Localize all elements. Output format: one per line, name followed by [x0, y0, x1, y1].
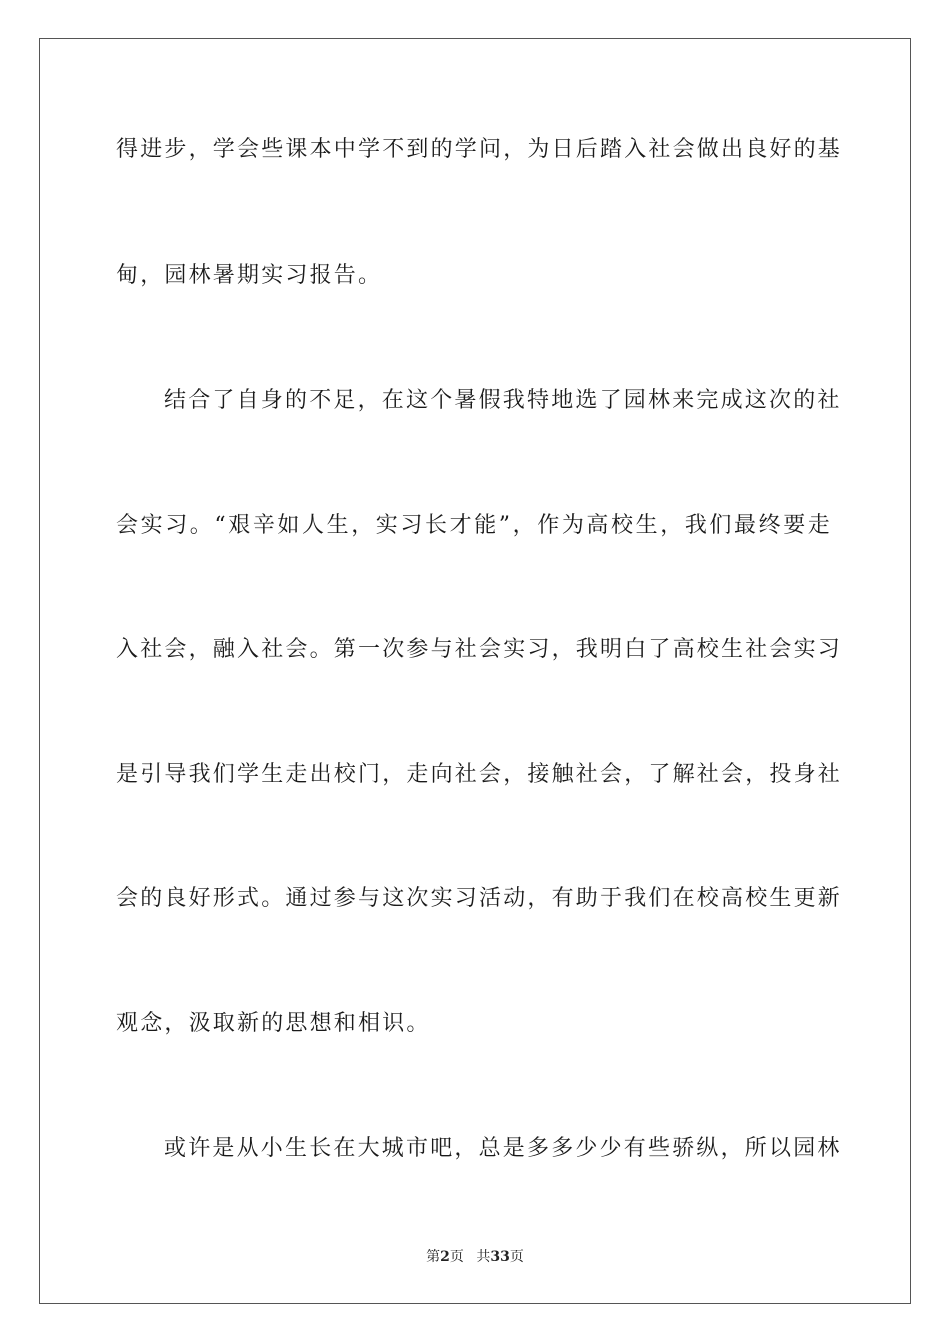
- text-line-9: 或许是从小生长在大城市吧，总是多多少少有些骄纵，所以园林: [164, 1136, 842, 1161]
- page-footer: [0, 1247, 950, 1267]
- total-pages-indicator: 共33页: [476, 1249, 524, 1265]
- text-line-6: 是引导我们学生走出校门，走向社会，接触社会，了解社会，投身社: [116, 762, 843, 787]
- text-line-8: 观念，汲取新的思想和相识。: [116, 1011, 431, 1036]
- page-frame: [39, 38, 911, 1304]
- total-pages-number: 33: [490, 1249, 510, 1265]
- text-line-3: 结合了自身的不足，在这个暑假我特地选了园林来完成这次的社: [164, 388, 842, 413]
- text-line-1: 得进步，学会些课本中学不到的学问，为日后踏入社会做出良好的基: [116, 137, 843, 162]
- page-indicator: 第2页: [426, 1249, 464, 1265]
- text-line-5: 入社会，融入社会。第一次参与社会实习，我明白了高校生社会实习: [116, 637, 843, 662]
- text-line-7: 会的良好形式。通过参与这次实习活动，有助于我们在校高校生更新: [116, 886, 843, 911]
- page-number: 2: [440, 1249, 450, 1265]
- text-line-2: 甸，园林暑期实习报告。: [116, 263, 383, 288]
- text-line-4: 会实习。“艰辛如人生，实习长才能”，作为高校生，我们最终要走: [116, 513, 832, 538]
